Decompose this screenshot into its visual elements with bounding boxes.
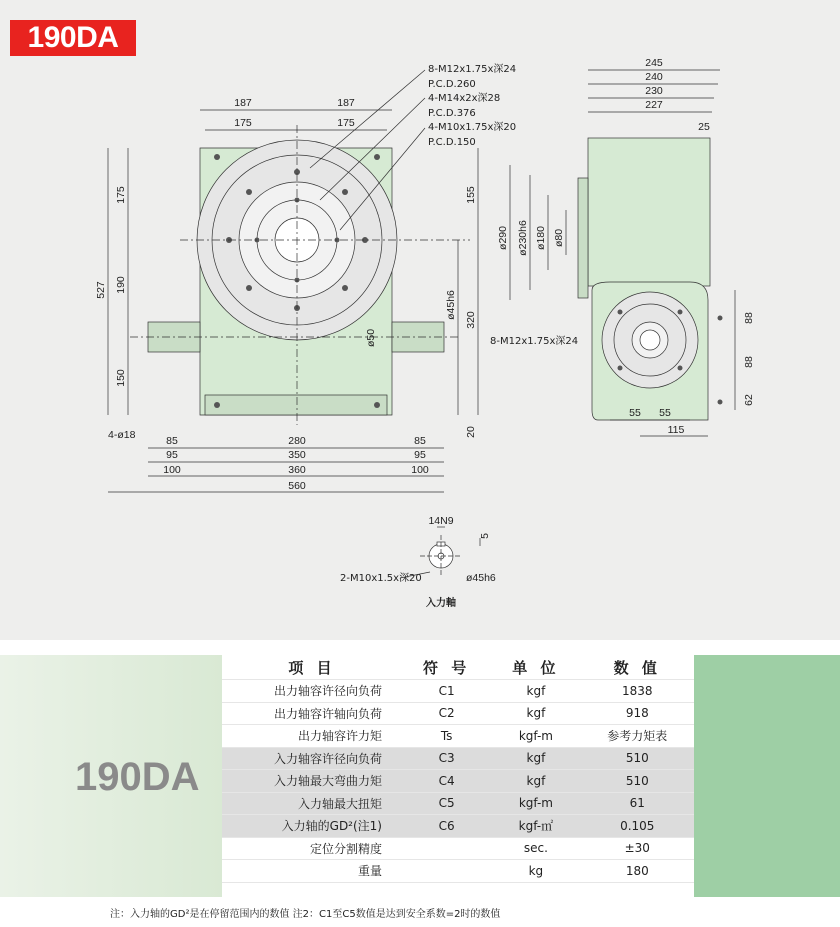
row-symbol: C4 (402, 770, 491, 793)
callout-4: P.C.D.376 (428, 108, 476, 119)
row-symbol: C3 (402, 747, 491, 770)
table-row (222, 860, 694, 883)
model-title-badge: 190DA (10, 20, 136, 56)
dim-b-95a: 95 (166, 449, 178, 461)
row-unit: kgf-m (491, 792, 580, 815)
row-item: 重量 (357, 864, 382, 879)
dim-front-175b: 175 (337, 117, 355, 129)
model-panel (0, 655, 222, 897)
dim-front-187b: 187 (337, 97, 355, 109)
table-row (222, 702, 694, 725)
side-callout: 8-M12x1.75x深24 (490, 336, 579, 347)
row-symbol: C2 (438, 706, 455, 721)
dim-s-25: 25 (698, 121, 710, 133)
row-value: 1838 (621, 683, 653, 698)
table-row (222, 837, 694, 860)
dim-s-230h6: ø230h6 (517, 220, 529, 256)
dim-s-240: 240 (645, 71, 663, 83)
row-value: ±30 (624, 841, 650, 856)
row-unit: kg (528, 863, 544, 878)
dim-s-80: ø80 (553, 228, 565, 248)
table-row (222, 770, 694, 793)
row-unit: kgf-㎡ (491, 815, 580, 838)
side-housing-upper (588, 138, 710, 286)
row-symbol: Ts (440, 728, 453, 743)
row-unit: sec. (523, 841, 548, 856)
dim-right-320: 320 (465, 311, 477, 329)
accent-panel (694, 655, 840, 897)
dim-shaft-50: ø50 (365, 328, 377, 348)
dim-right-155: 155 (465, 186, 477, 204)
header-unit: 单 位 (512, 658, 560, 677)
dim-b-280: 280 (288, 435, 306, 447)
row-symbol: C5 (402, 792, 491, 815)
dim-s-230: 230 (645, 85, 663, 97)
row-value: 180 (625, 863, 649, 878)
row-item: 定位分割精度 (309, 841, 382, 856)
callout-1: 8-M12x1.75x深24 (428, 64, 517, 75)
row-symbol: C6 (402, 815, 491, 838)
table-row (222, 680, 694, 703)
model-large-label: 190DA (75, 755, 200, 799)
dim-b-95b: 95 (414, 449, 426, 461)
dim-left-150: 150 (115, 369, 127, 387)
dim-b-85a: 85 (166, 435, 178, 447)
row-unit: kgf (526, 706, 546, 721)
callout-5: 4-M10x1.75x深20 (428, 122, 517, 133)
row-value: 61 (581, 792, 694, 815)
spec-section (0, 655, 840, 897)
footnote: 注：入力轴的GD²是在停留范围内的数值 注2：C1至C5数值是达到安全系数=2时的数值 (110, 909, 501, 920)
row-item: 入力轴的GD²(注1) (222, 815, 402, 838)
dim-b-350: 350 (288, 449, 306, 461)
row-unit: kgf (526, 683, 546, 698)
input-caption: 入力軸 (426, 598, 456, 609)
dim-shaft-45h6: ø45h6 (445, 290, 457, 320)
row-item: 出力轴容许径向负荷 (273, 684, 382, 699)
row-item: 入力轴容许径向负荷 (222, 747, 402, 770)
table-header (222, 655, 694, 680)
row-value: 参考力矩表 (607, 729, 668, 744)
dim-s-88b: 88 (743, 356, 755, 368)
table-row (222, 725, 694, 748)
row-symbol (402, 860, 491, 883)
header-item: 项 目 (288, 658, 336, 677)
row-value: 510 (581, 770, 694, 793)
row-symbol: C1 (438, 683, 455, 698)
dim-left-527: 527 (95, 281, 107, 299)
dim-s-62: 62 (743, 394, 755, 406)
row-symbol (402, 837, 491, 860)
dim-b-100b: 100 (411, 464, 429, 476)
dim-s-115: 115 (667, 424, 685, 436)
input-diameter: ø45h6 (466, 572, 496, 584)
callout-6: P.C.D.150 (428, 137, 476, 148)
row-item: 出力轴容许轴向负荷 (273, 706, 382, 721)
row-unit: kgf (491, 747, 580, 770)
dim-front-175a: 175 (234, 117, 252, 129)
dim-s-55b: 55 (659, 407, 671, 419)
row-unit: kgf-m (518, 728, 553, 743)
dim-b-560: 560 (288, 480, 306, 492)
input-key: 14N9 (428, 515, 454, 527)
dim-s-290: ø290 (497, 226, 509, 250)
dim-s-88a: 88 (743, 312, 755, 324)
dim-s-55a: 55 (629, 407, 641, 419)
row-value: 0.105 (581, 815, 694, 838)
dim-front-187a: 187 (234, 97, 252, 109)
row-item: 入力轴最大弯曲力矩 (222, 770, 402, 793)
dim-left-190: 190 (115, 276, 127, 294)
dim-b-85b: 85 (414, 435, 426, 447)
dim-s-227: 227 (645, 99, 663, 111)
table-row (222, 815, 694, 838)
dim-b-360: 360 (288, 464, 306, 476)
table-row (222, 792, 694, 815)
dim-s-245: 245 (645, 57, 663, 69)
spec-table (222, 655, 694, 883)
dim-left-175: 175 (115, 186, 127, 204)
table-row (222, 747, 694, 770)
callout-2: P.C.D.260 (428, 79, 476, 90)
row-item: 出力轴容许力矩 (297, 729, 382, 744)
row-value: 510 (581, 747, 694, 770)
row-item: 入力轴最大扭矩 (222, 792, 402, 815)
dim-s-180: ø180 (535, 226, 547, 250)
callout-3: 4-M14x2x深28 (428, 93, 501, 104)
header-value: 数 值 (613, 658, 661, 677)
row-value: 918 (625, 706, 649, 721)
input-thread: 2-M10x1.5x深20 (340, 573, 422, 584)
row-unit: kgf (491, 770, 580, 793)
hole-note: 4-ø18 (108, 429, 136, 441)
dim-b-100a: 100 (163, 464, 181, 476)
input-depth: 5 (479, 533, 491, 539)
header-symbol: 符 号 (423, 658, 471, 677)
dim-right-20: 20 (465, 426, 477, 438)
